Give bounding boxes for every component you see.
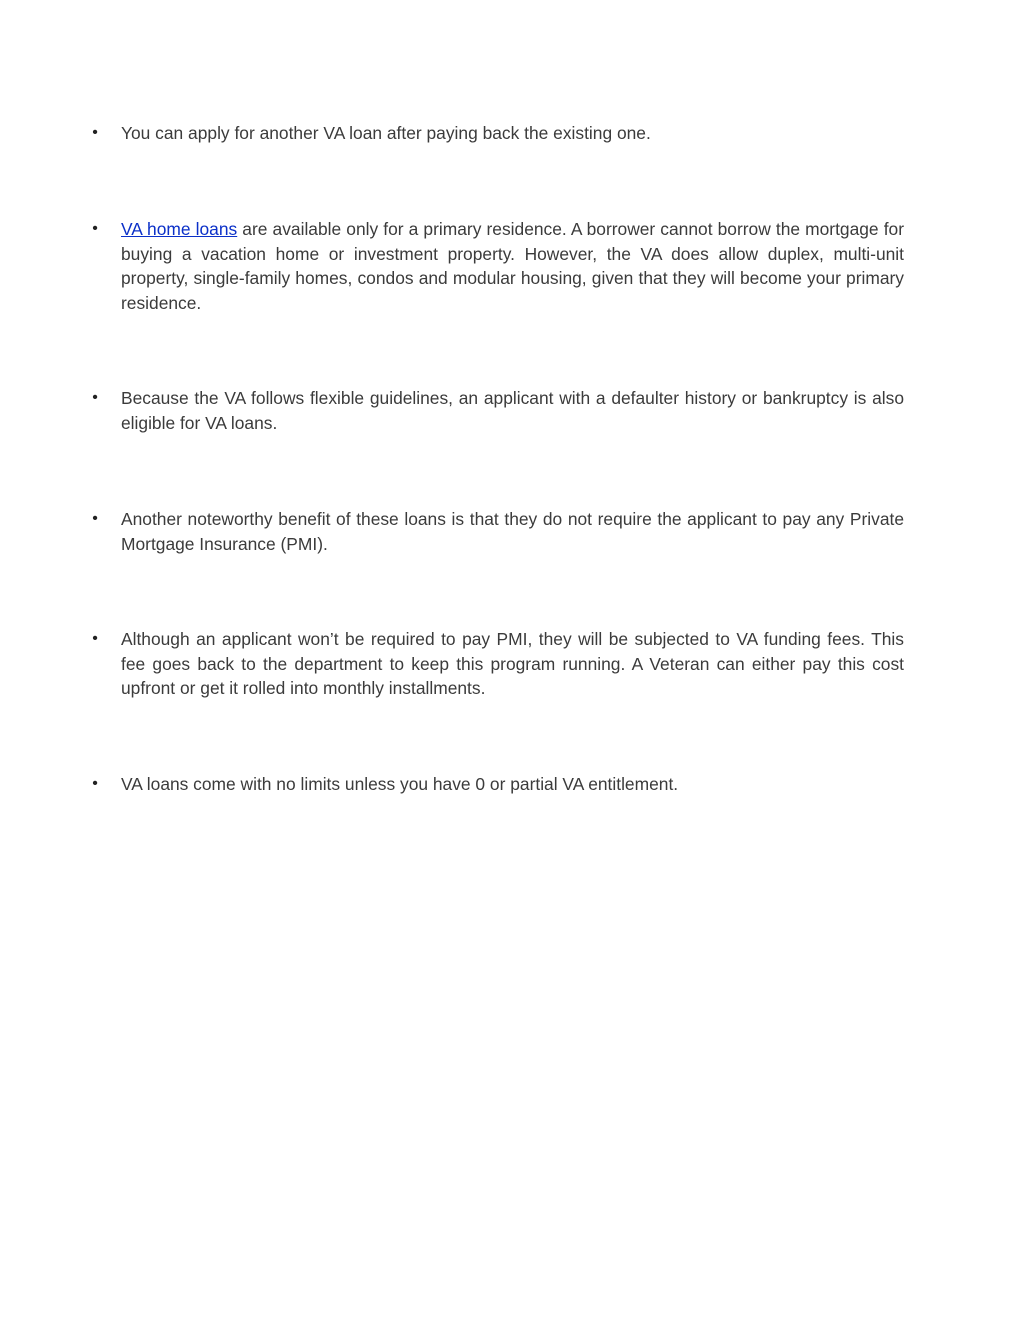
bullet-icon: • [92,630,98,647]
list-item [88,507,904,556]
bullet-icon: • [92,775,98,792]
list-item-text: Because the VA follows flexible guidelines, an applicant with a defaulter history or bankruptcy is also eligible for VA loans. [121,388,904,433]
bullet-icon: • [92,124,98,141]
list-item-text: Another noteworthy benefit of these loans is that they do not require the applicant to pay any Private Mortgage Insurance (PMI). [121,509,904,554]
bullet-icon: • [92,510,98,527]
bullet-icon: • [92,220,98,237]
list-item-text-rest: are available only for a primary residence. A borrower cannot borrow the mortgage for buying a vacation home or investment property. However, the VA does allow duplex, multi-unit property, single-family homes, condos and modular housing, given that they will become your primary residence. [121,219,904,313]
list-item-text: VA loans come with no limits unless you have 0 or partial VA entitlement. [121,774,679,794]
list-item [88,627,904,701]
va-home-loans-link[interactable]: VA home loans [121,219,238,239]
list-item-text: Although an applicant won’t be required to pay PMI, they will be subjected to VA funding fees. This fee goes back to the department to keep this program running. A Veteran can either pay this cost upfront or get it rolled into monthly installments. [121,629,904,699]
list-item [88,386,904,435]
list-item [88,772,904,797]
list-item [88,121,904,146]
list-item-text [121,217,904,315]
list-item [88,217,904,315]
bullet-icon: • [92,389,98,406]
list-item-text: You can apply for another VA loan after paying back the existing one. [121,123,651,143]
